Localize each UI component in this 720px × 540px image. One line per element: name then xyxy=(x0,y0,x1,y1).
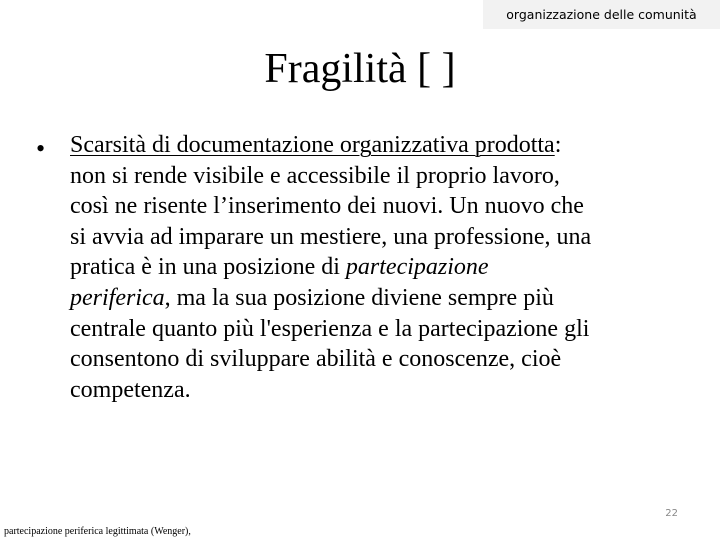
bullet-icon: • xyxy=(36,134,46,163)
bullet-line: non si rende visibile e accessibile il proprio lavoro, xyxy=(70,162,560,189)
bullet-text xyxy=(70,130,710,405)
bullet-line: competenza. xyxy=(70,376,191,403)
bullet-line: consentono di sviluppare abilità e conoscenze, cioè xyxy=(70,346,562,373)
lead-punctuation: : xyxy=(554,132,562,158)
line-rest: , ma la sua posizione diviene sempre più xyxy=(164,284,554,311)
italic-term: periferica xyxy=(70,284,165,311)
line-prefix: pratica è in una posizione di xyxy=(70,254,346,281)
footnote: partecipazione periferica legittimata (Wenger), xyxy=(4,526,191,537)
bullet-line xyxy=(70,252,710,283)
bullet-line xyxy=(70,130,710,161)
bullet-line: così ne risente l’inserimento dei nuovi. Un nuovo che xyxy=(70,193,584,220)
italic-term: partecipazione xyxy=(345,254,489,281)
bullet-line: si avvia ad imparare un mestiere, una professione, una xyxy=(70,223,592,250)
bullet-line: centrale quanto più l'esperienza e la partecipazione gli xyxy=(70,315,590,342)
underlined-lead: Scarsità di documentazione organizzativa prodotta xyxy=(70,132,555,158)
slide-title: Fragilità [ ] xyxy=(264,46,456,92)
bullet-line xyxy=(70,283,710,314)
section-tag: organizzazione delle comunità xyxy=(483,0,720,29)
page-number: 22 xyxy=(665,508,678,519)
